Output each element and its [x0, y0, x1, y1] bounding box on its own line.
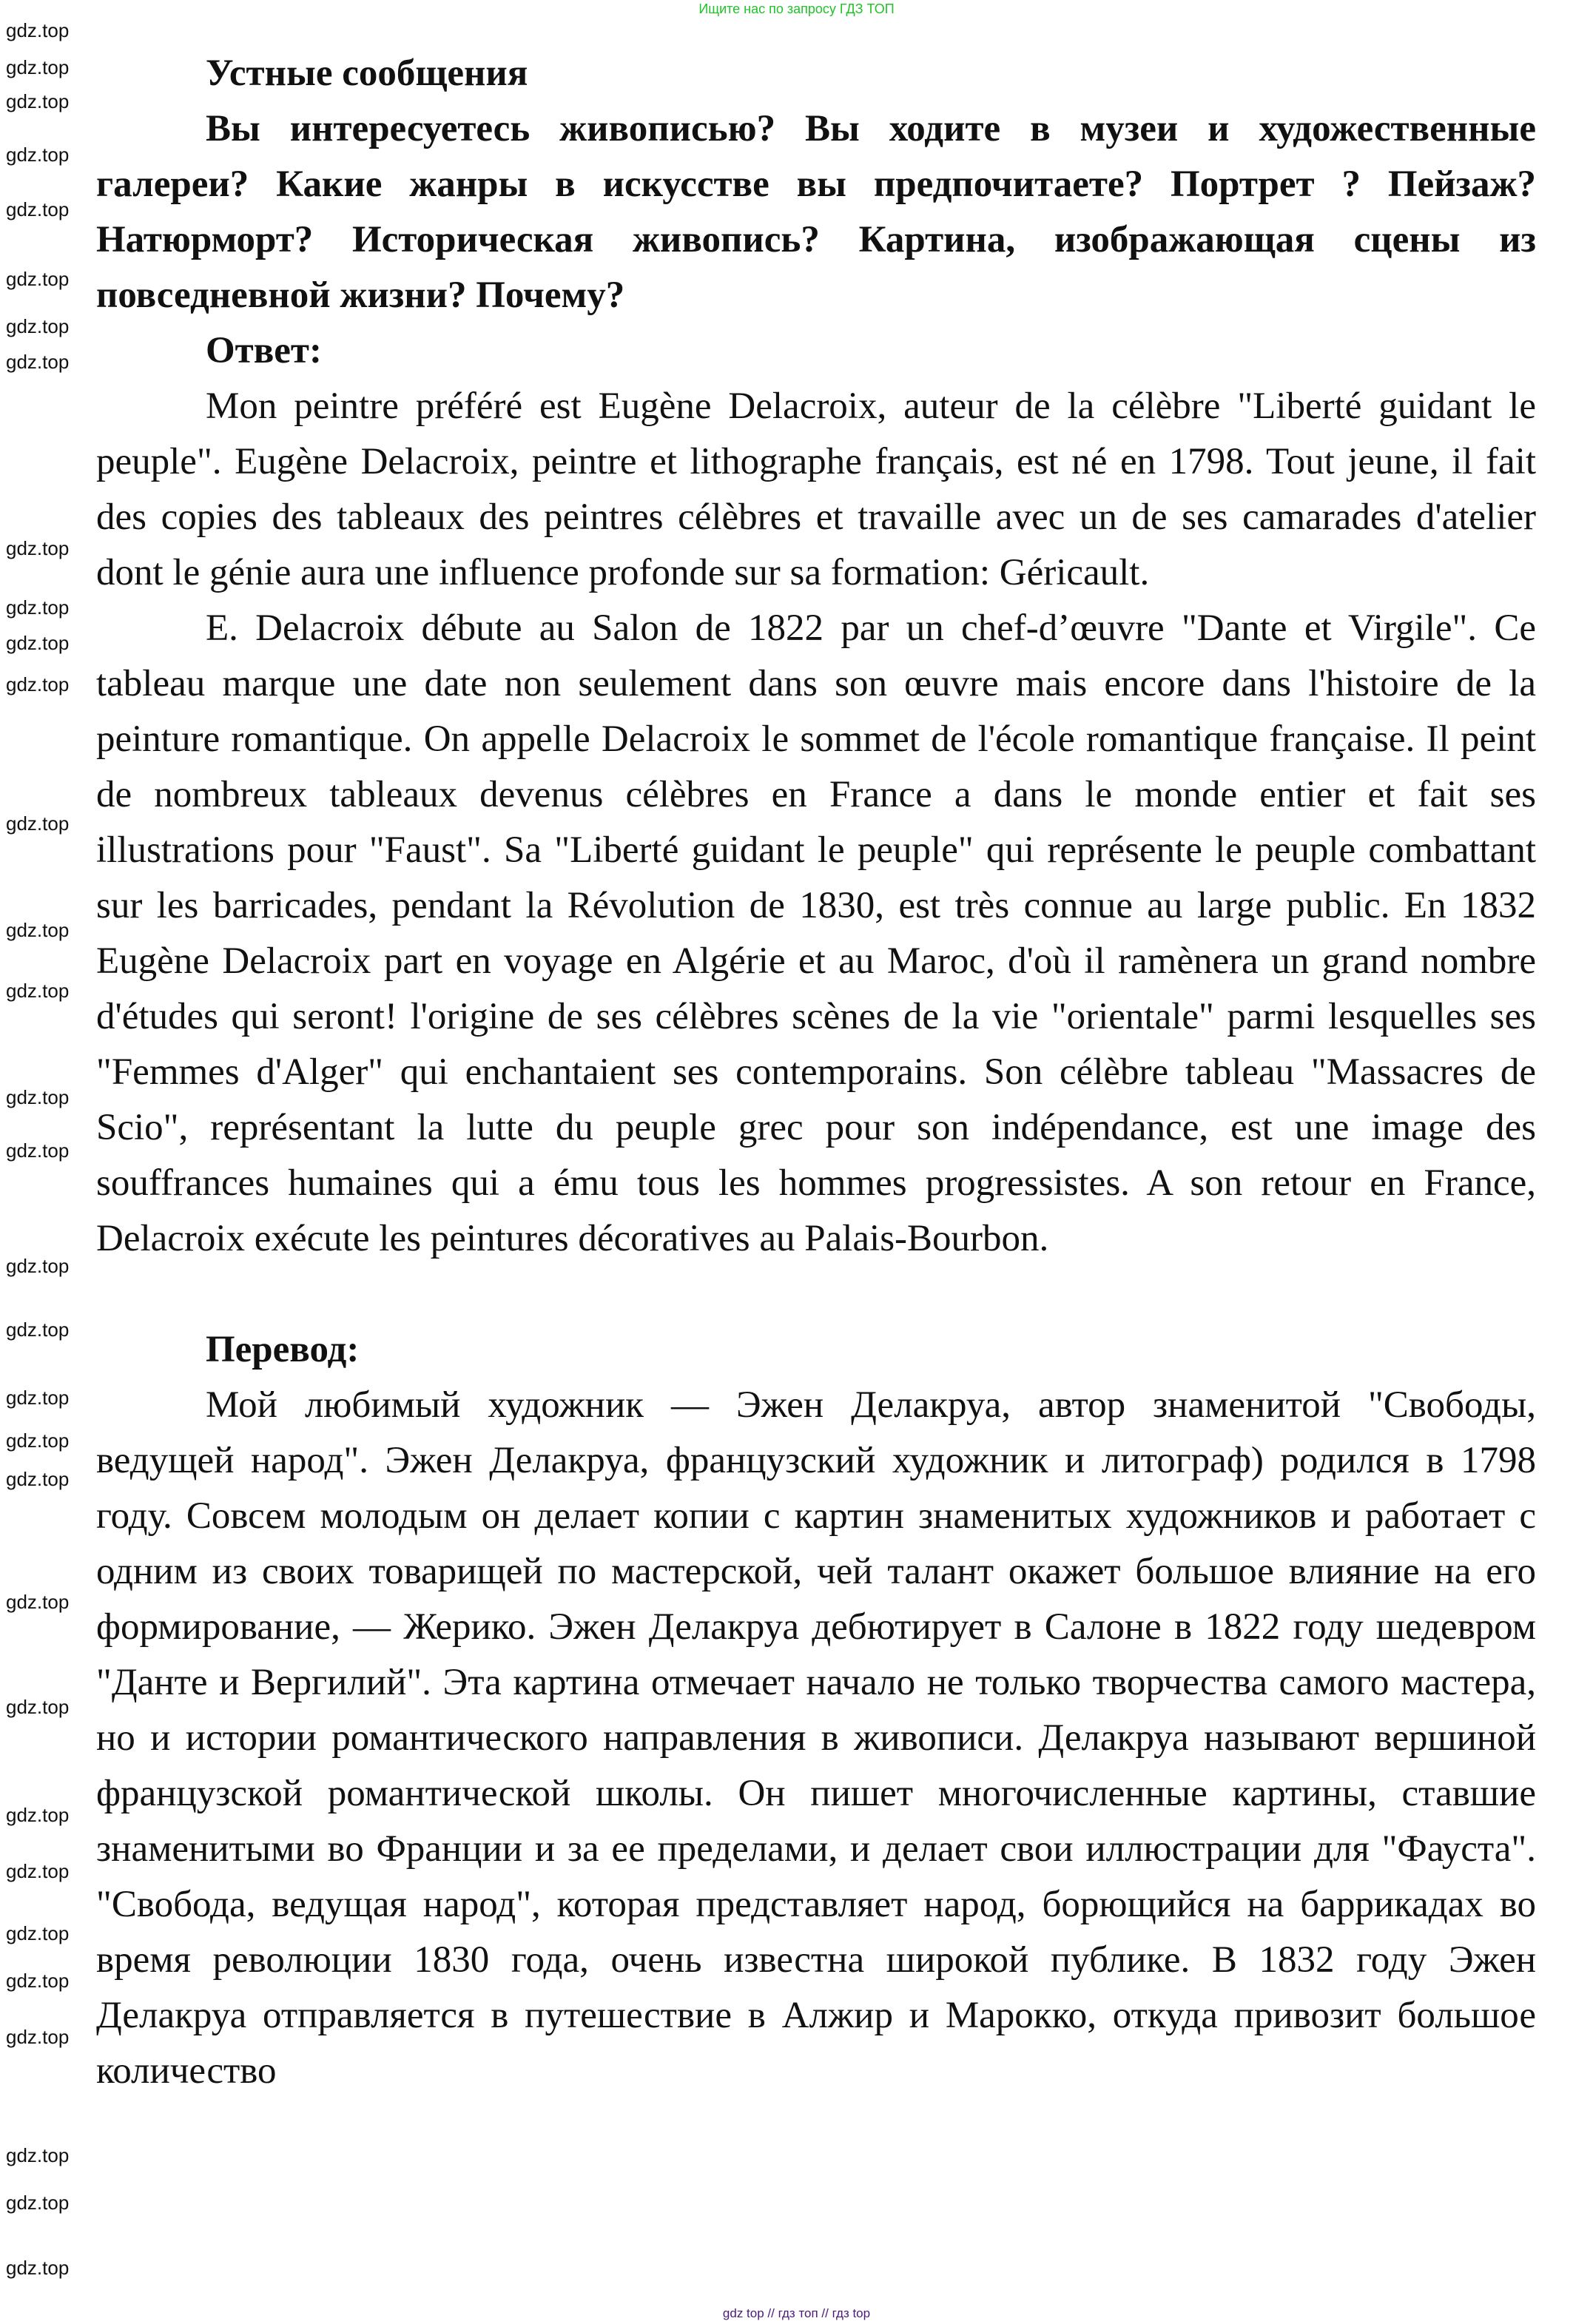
watermark: gdz.top — [6, 19, 70, 41]
translation-heading: Перевод: — [206, 1329, 360, 1370]
watermark: gdz.top — [6, 1139, 70, 1162]
watermark: gdz.top — [6, 1804, 70, 1826]
search-banner: Ищите нас по запросу ГДЗ ТОП — [698, 1, 895, 16]
watermark: gdz.top — [6, 90, 70, 112]
watermark: gdz.top — [6, 1387, 70, 1409]
watermark: gdz.top — [6, 144, 70, 166]
watermark: gdz.top — [6, 1860, 70, 1882]
watermark: gdz.top — [6, 56, 70, 78]
watermark: gdz.top — [6, 632, 70, 654]
watermark: gdz.top — [6, 980, 70, 1002]
watermark: gdz.top — [6, 351, 70, 373]
watermark: gdz.top — [6, 198, 70, 220]
watermark: gdz.top — [6, 1970, 70, 1992]
document-body — [96, 46, 1536, 2099]
answer-paragraph: E. Delacroix débute au Salon de 1822 par un chef-d’œuvre "Dante et Virgile". Ce tableau marque une date non seulement dans son œuvre mais encore dans l'histoire de la peinture romantique. On appelle Delacroix le sommet de l'école romantique française. Il peint de nombreux tableaux devenus célèbres en France a dans le monde entier et fait ses illustrations pour "Faust". Sa "Liberté guidant le peuple" qui représente le peuple combattant sur les barricades, pendant la Révolution de 1830, est très connue au large public. En 1832 Eugène Delacroix part en voyage en Algérie et au Maroc, d'où il ramènera un grand nombre d'études qui seront! l'origine de ses célèbres scènes de la vie "orientale" parmi lesquelles ses "Femmes d'Alger" qui enchantaient ses contemporains. Son célèbre tableau "Massacres de Scio", représentant la lutte du peuple grec pour son indépendance, est une image des souffrances humaines qui a ému tous les hommes progressistes. A son retour en France, Delacroix exécute les peintures décoratives au Palais-Bourbon. — [96, 607, 1536, 1259]
answer-paragraph: Mon peintre préféré est Eugène Delacroix, auteur de la célèbre "Liberté guidant le peuple". Eugène Delacroix, peintre et lithographe français, est né en 1798. Tout jeune, il fait des copies des tableaux des peintres célèbres et travaille avec un de ses camarades d'atelier dont le génie aura une influence profonde sur sa formation: Géricault. — [96, 385, 1536, 593]
watermark: gdz.top — [6, 1591, 70, 1613]
watermark: gdz.top — [6, 1086, 70, 1108]
watermark: gdz.top — [6, 2192, 70, 2214]
watermark: gdz.top — [6, 2144, 70, 2166]
watermark: gdz.top — [6, 1696, 70, 1718]
watermark: gdz.top — [6, 596, 70, 619]
watermark: gdz.top — [6, 268, 70, 290]
watermark: gdz.top — [6, 1318, 70, 1341]
watermark: gdz.top — [6, 1255, 70, 1277]
watermark: gdz.top — [6, 1468, 70, 1490]
watermark: gdz.top — [6, 812, 70, 835]
section-heading: Устные сообщения — [206, 53, 528, 94]
footer-links: gdz top // гдз топ // гдз top — [722, 2306, 871, 2320]
watermark: gdz.top — [6, 673, 70, 695]
watermark: gdz.top — [6, 2026, 70, 2048]
watermark: gdz.top — [6, 315, 70, 337]
translation-paragraph: Мой любимый художник — Эжен Делакруа, автор знаменитой "Свободы, ведущей народ". Эжен Делакруа, французский художник и литограф) родился в 1798 году. Совсем молодым он делает копии с картин знаменитых художников и работает с одним из своих товарищей по мастерской, чей талант окажет большое влияние на его формирование, — Жерико. Эжен Делакруа дебютирует в Салоне в 1822 году шедевром "Данте и Вергилий". Эта картина отмечает начало не только творчества самого мастера, но и истории романтического направления в живописи. Делакруа называют вершиной французской романтической школы. Он пишет многочисленные картины, ставшие знаменитыми во Франции и за ее пределами, и делает свои иллюстрации для "Фауста". "Свобода, ведущая народ", которая представляет народ, борющийся на баррикадах во время революции 1830 года, очень известна широкой публике. В 1832 году Эжен Делакруа отправляется в путешествие в Алжир и Марокко, откуда привозит большое количество — [96, 1384, 1536, 2092]
watermark: gdz.top — [6, 537, 70, 559]
watermark: gdz.top — [6, 1922, 70, 1944]
question-text: Вы интересуетесь живописью? Вы ходите в музеи и художественные галереи? Какие жанры в искусстве вы предпочитаете? Портрет ? Пейзаж? Натюрморт? Историческая живопись? Картина, изображающая сцены из повседневной жизни? Почему? — [96, 108, 1536, 316]
watermark: gdz.top — [6, 2257, 70, 2279]
watermark: gdz.top — [6, 1429, 70, 1452]
watermark: gdz.top — [6, 919, 70, 941]
answer-heading: Ответ: — [206, 330, 322, 371]
